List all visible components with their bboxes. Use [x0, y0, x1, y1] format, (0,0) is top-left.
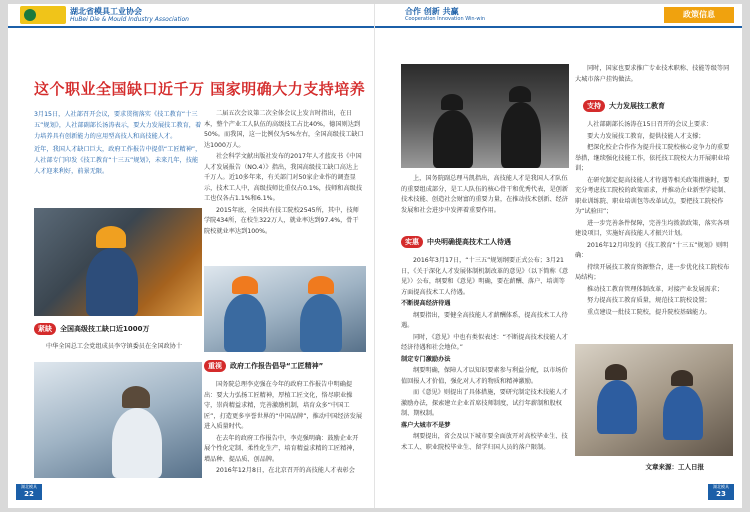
header-divider — [8, 26, 375, 28]
paragraph: 中华全国总工会党组成员李守镇委员在全国政协十 — [46, 343, 183, 350]
subhead-craftsman — [204, 360, 323, 372]
article-intro — [34, 109, 204, 177]
page-number: 23 — [716, 490, 726, 498]
benefits-text — [401, 256, 569, 453]
subhead-badge: 实惠 — [401, 236, 423, 248]
association-name: 湖北省模具工业协会 — [70, 7, 142, 16]
subhead-title: 全国高级技工缺口近1000万 — [60, 325, 150, 333]
article-source: 文章来源：工人日报 — [645, 463, 704, 471]
paragraph: 持续开展技工教育资源整合，进一步优化技工院校布局结构； — [575, 263, 730, 281]
header-divider — [375, 26, 742, 28]
intro-paragraph: 近年，我国人才缺口巨大，政府工作报告中提倡“工匠精神”，人社部专门印发《技工教育“十三五”规划》，未来几年，技能人才迎来利好，前景无限。 — [34, 146, 202, 175]
paragraph-heading: 落户大城市不是梦 — [401, 421, 451, 429]
association-name-en: HuBei Die & Mould Industry Association — [70, 16, 189, 23]
subhead-title: 政府工作报告倡导“工匠精神” — [230, 362, 324, 370]
paragraph: 国务院总理李克强在今年的政府工作报告中明确提出：要大力弘扬工匠精神，厚植工匠文化，恪尽职业操守，崇尚精益求精，完善激励机制，培育众多“中国工匠”，打造更多享誉世界的“中国品牌”，推动中国经济发展进入质量时代。 — [204, 381, 363, 430]
paragraph: 2016年12月印发的《技工教育“十三五”规划》则明确： — [575, 241, 729, 259]
subhead-title: 大力发展技工教育 — [609, 102, 665, 110]
paragraph: 重点建设一批技工院校，提升院校基础能力。 — [587, 308, 711, 316]
paragraph: 2015年底，全国共有技工院校2545所，其中，技师学院434所，在校生322万人，就业率达到97.4%，骨干院校就业率达到100%。 — [204, 206, 359, 235]
subhead-benefits — [401, 236, 511, 248]
paragraph: 人社部副部长汤涛在15日召开的会议上要求： — [587, 121, 713, 128]
page-number-right — [708, 484, 734, 500]
paragraph: 把深化校企合作作为提升技工院校核心竞争力的重要举措，继续强化技能工作，依托技工院校大力开展职业培训； — [575, 144, 730, 172]
oil-workers-photo — [401, 64, 569, 168]
left-column-2 — [204, 109, 364, 237]
paragraph: 上，国务院副总理马凯指出，高技能人才是我国人才队伍的重要组成部分，是工人队伍的核心骨干和优秀代表，是创新技术技能、创造社会财富的重要力量，在推动技术创新、经济发展和社会进步中发挥着重要作用。 — [401, 175, 569, 214]
subhead-badge: 紧缺 — [34, 323, 56, 335]
paragraph: 纲要明确，保障人才以知识要素参与利益分配，以市场价值回报人才价值，强化对人才的物质和精神激励。 — [401, 367, 568, 385]
workshop-photo — [575, 344, 733, 456]
right-header — [375, 4, 742, 26]
support-text — [575, 120, 733, 318]
paragraph-heading: 制定专门激励办法 — [401, 355, 451, 363]
paragraph: 要大力发展技工教育，提供技能人才支撑； — [587, 132, 705, 140]
paragraph-heading: 不断提高经济待遇 — [401, 300, 451, 307]
craftsman-text — [204, 380, 364, 477]
motto: 合作 创新 共赢 — [405, 7, 459, 16]
paragraph: 纲要提出，省会及以下城市要全面放开对高校毕业生、技术工人、职业院校毕业生、留学归国人员的落户限制。 — [401, 433, 568, 451]
paragraph: 社会科学文献出版社发布的2017年人才蓝皮书《中国人才发展报告（NO.4）》指出，我国高级技工缺口高达上千万人。近10多年来，有关部门对50家企业作的调查显示，技术工人中，高级技师比重仅占0.1%，技师和高级技工也仅各占1.1%和6.1%。 — [204, 153, 363, 202]
paragraph: 二届五次会议第二次全体会议上发言时指出，在日本，整个产业工人队伍的高级技工占比40%，德国则达到50%。而我国，这一比例仅为5%左右，全国高级技工缺口达1000万人。 — [204, 110, 364, 149]
left-page — [8, 4, 375, 508]
page-number: 22 — [24, 490, 34, 498]
intro-paragraph: 3月15日，人社部召开会议，要求贯彻落实《技工教育“十三五”规划》，人社部副部长汤涛表示，要大力发展技工教育，着力培养具有创新能力的应用型高技人和高技能人才。 — [34, 111, 202, 140]
paragraph: 纲要指出，要健全高技能人才薪酬体系，提高技术工人待遇。 — [401, 311, 568, 329]
factory-worker-photo — [34, 362, 202, 478]
paragraph: 进一步完善条件保障，完善生均拨款政策，落实各项建设项目，实施好高技能人才振兴计划。 — [575, 219, 730, 237]
magazine-spread — [8, 4, 742, 508]
page-number-left — [16, 484, 42, 500]
subhead-title: 中央明确提高技术工人待遇 — [427, 238, 511, 246]
paragraph: 推动技工教育管理体制改革，对接产业发展需求； — [587, 285, 724, 293]
subhead-badge: 重视 — [204, 360, 226, 372]
paragraph: 而《意见》则提出了具体措施，要研究制定技术技能人才激励办法，探索建立企业首席技师制度，试行年薪制和股权制、期权制。 — [401, 389, 568, 417]
right-page — [375, 4, 742, 508]
right-column-1-top — [401, 174, 569, 216]
paragraph: 2016年12月8日，在北京召开的高技能人才表彰会 — [216, 467, 355, 474]
subhead-shortage — [34, 323, 149, 335]
paragraph: 在去年的政府工作报告中，李克强明确：鼓励企业开展个性化定制、柔性化生产，培育精益求精的工匠精神，增品种、提品质、创品牌。 — [204, 434, 359, 463]
left-header — [8, 4, 375, 26]
right-column-2-top — [575, 64, 733, 85]
motto-en: Cooperation Innovation Win-win — [405, 16, 486, 22]
page-label: 湖北模具 — [713, 484, 729, 489]
association-logo-icon — [20, 6, 66, 24]
section-tab: 政策信息 — [664, 7, 734, 23]
article-headline: 这个职业全国缺口近千万 国家明确大力支持培养 — [34, 80, 366, 98]
paragraph: 2016年3月17日，“十三五”规划纲要正式公布；3月21日，《关于深化人才发展体制机制改革的意见》（以下简称《意见》）公布，纲要和《意见》明确，要在薪酬、落户、培训等方面提高技术工人待遇。 — [401, 257, 569, 296]
subhead-support — [583, 100, 665, 112]
paragraph: 同时，国家也要求推广专业技术职称、技能等级等同大城市落户挂钩做法。 — [575, 65, 730, 83]
paragraph: 在研究制定提高技能人才待遇等相关政策措施时，要充分考虑技工院校的政策需求，并推动企业新型学徒制、职业训练院、职业培训包等改革试点，要把技工院校作为“试验田”； — [575, 176, 730, 215]
page-label: 湖北模具 — [21, 484, 37, 489]
students-helmets-photo — [204, 266, 366, 352]
welder-photo — [34, 208, 202, 316]
paragraph: 同时，《意见》中也有类似表述：“不断提高技术技能人才经济待遇和社会地位。” — [401, 333, 568, 351]
paragraph: 努力提高技工教育质量，规范技工院校设置； — [587, 297, 711, 304]
shortage-text — [34, 342, 204, 353]
subhead-badge: 支持 — [583, 100, 605, 112]
